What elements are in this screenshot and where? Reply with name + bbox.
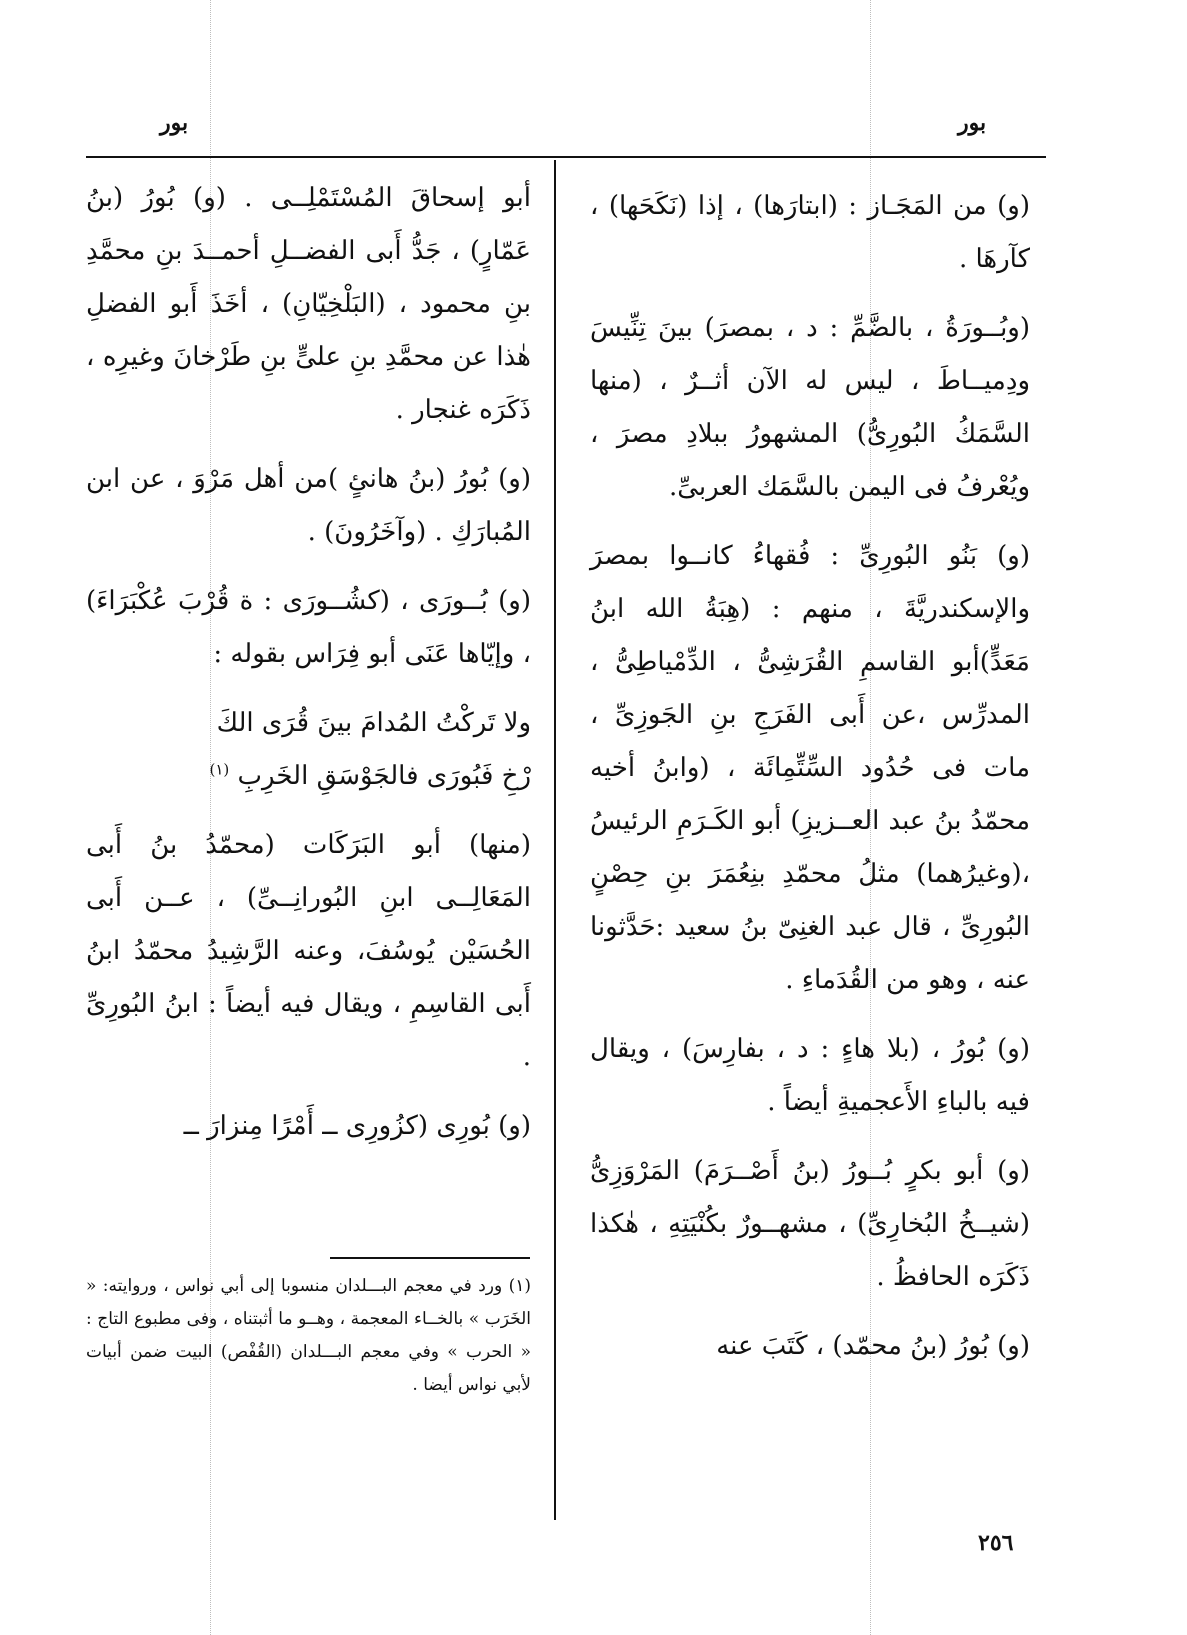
left-column	[86, 172, 531, 1169]
verse-line-1: ولا تَركْتُ المُدامَ بينَ قُرَى الكَ	[216, 708, 531, 738]
entry-paragraph: (وبُــورَةُ ، بالضَّمِّ : د ، بمصرَ) بينَ تِنِّيسَ ودِميــاطَ ، ليس له الآن أثــرٌ ، (منها السَّمَكُ البُورِىُّ) المشهورُ ببلادِ مصرَ ، ويُعْرفُ فى اليمن بالسَّمَك العربىِّ.	[590, 313, 1030, 502]
entry-paragraph: (و) بُورُ ، (بلا هاءٍ : د ، بفارِسَ) ، ويقال فيه بالباءِ الأَعجميةِ أيضاً .	[590, 1034, 1030, 1117]
running-header-left: بور	[160, 110, 189, 136]
running-header-right: بور	[958, 110, 987, 136]
page-number: ٢٥٦	[978, 1530, 1014, 1556]
poetry-verse	[86, 697, 531, 803]
right-column	[590, 180, 1030, 1389]
column-divider	[554, 160, 556, 1520]
footnote: (١) ورد في معجم البـــلدان منسوبا إلى أبي نواس ، وروايته: « الخَرَب » بالخــاء المعجمة ، وهــو ما أثبتناه ، وفى مطبوع التاج : « الحرب » وفي معجم البـــلدان (القُفْص) البيت ضمن أبيات لأبي نواس أيضا .	[86, 1276, 531, 1395]
footnote-rule	[330, 1257, 530, 1259]
entry-paragraph: (و) بُورُ (بنُ هانئٍ )من أهل مَرْوَ ، عن ابن المُبارَكِ . (وآخَرُونَ) .	[86, 464, 531, 547]
verse-line-2-text: رْخِ فَبُورَى فالجَوْسَقِ الخَرِبِ	[237, 761, 531, 791]
entry-paragraph: (و) بُــورَى ، (كشُــورَى : ة قُرْبَ عُكْبَرَاءَ) ، وإيّاها عَنَى أبو فِرَاس بقوله :	[86, 586, 531, 669]
entry-paragraph: (و) بُورِى (كزُورِى ــ أَمْرًا مِنزارَ ــ	[183, 1111, 531, 1141]
entry-paragraph: (و) بَنُو البُورِىِّ : فُقهاءُ كانــوا بمصرَ والإسكندريَّةَ ، منهم : (هِبَةُ الله ابنُ مَعَدٍّ)أبو القاسمِ القُرَشِىُّ ، الدِّمْياطِىُّ ، المدرِّس ،عن أَبى الفَرَجِ بنِ الجَوزِىِّ ، مات فى حُدُود السِّتِّمِائَة ، (وابنُ أخيه محمّدُ بنُ عبد العــزيزِ) أبو الكَـرَمِ الرئيسُ ،(وغيرُهما) مثلُ محمّدِ بنِعُمَرَ بنِ حِصْنٍ البُورِىِّ ، قال عبد الغنِىّ بنُ سعيد :حَدَّثونا عنه ، وهو من القُدَماءِ .	[590, 541, 1030, 995]
header-rule	[86, 156, 1046, 158]
entry-paragraph: (و) من المَجَـاز : (ابتارَها) ، إذا (نَكَحَها) ، كآرهَا .	[590, 191, 1030, 274]
verse-line-2	[86, 750, 531, 803]
entry-paragraph: (و) بُورُ (بنُ محمّد) ، كَتَبَ عنه	[716, 1331, 1030, 1361]
entry-paragraph: (منها) أبو البَرَكَات (محمّدُ بنُ أَبى المَعَالِــى ابنِ البُورانِــىِّ) ، عــن أَبى الحُسَيْن يُوسُفَ، وعنه الرَّشِيدُ محمّدُ ابنُ أَبى القاسِمِ ، ويقال فيه أيضاً : ابنُ البُورِىِّ .	[86, 830, 531, 1072]
entry-paragraph: أبو إسحاقَ المُسْتَمْلِــى . (و) بُورُ (بنُ عَمّارٍ) ، جَدُّ أَبى الفضــلِ أحمــدَ بنِ محمَّدِ بنِ محمود ، (البَلْخِيّانِ) ، أخَذَ أَبو الفضلِ هٰذا عن محمَّدِ بنِ علىٍّ بنِ طَرْخانَ وغيرِه ، ذَكَرَه غنجار .	[86, 183, 531, 425]
footnote-reference: (١)	[209, 760, 230, 779]
entry-paragraph: (و) أبو بكرٍ بُــورُ (بنُ أَصْــرَمَ) المَرْوَزِىُّ (شيــخُ البُخارِىِّ) ، مشهــورٌ بكُنْيَتِهِ ، هٰكذا ذَكَرَه الحافظُ .	[590, 1156, 1030, 1292]
